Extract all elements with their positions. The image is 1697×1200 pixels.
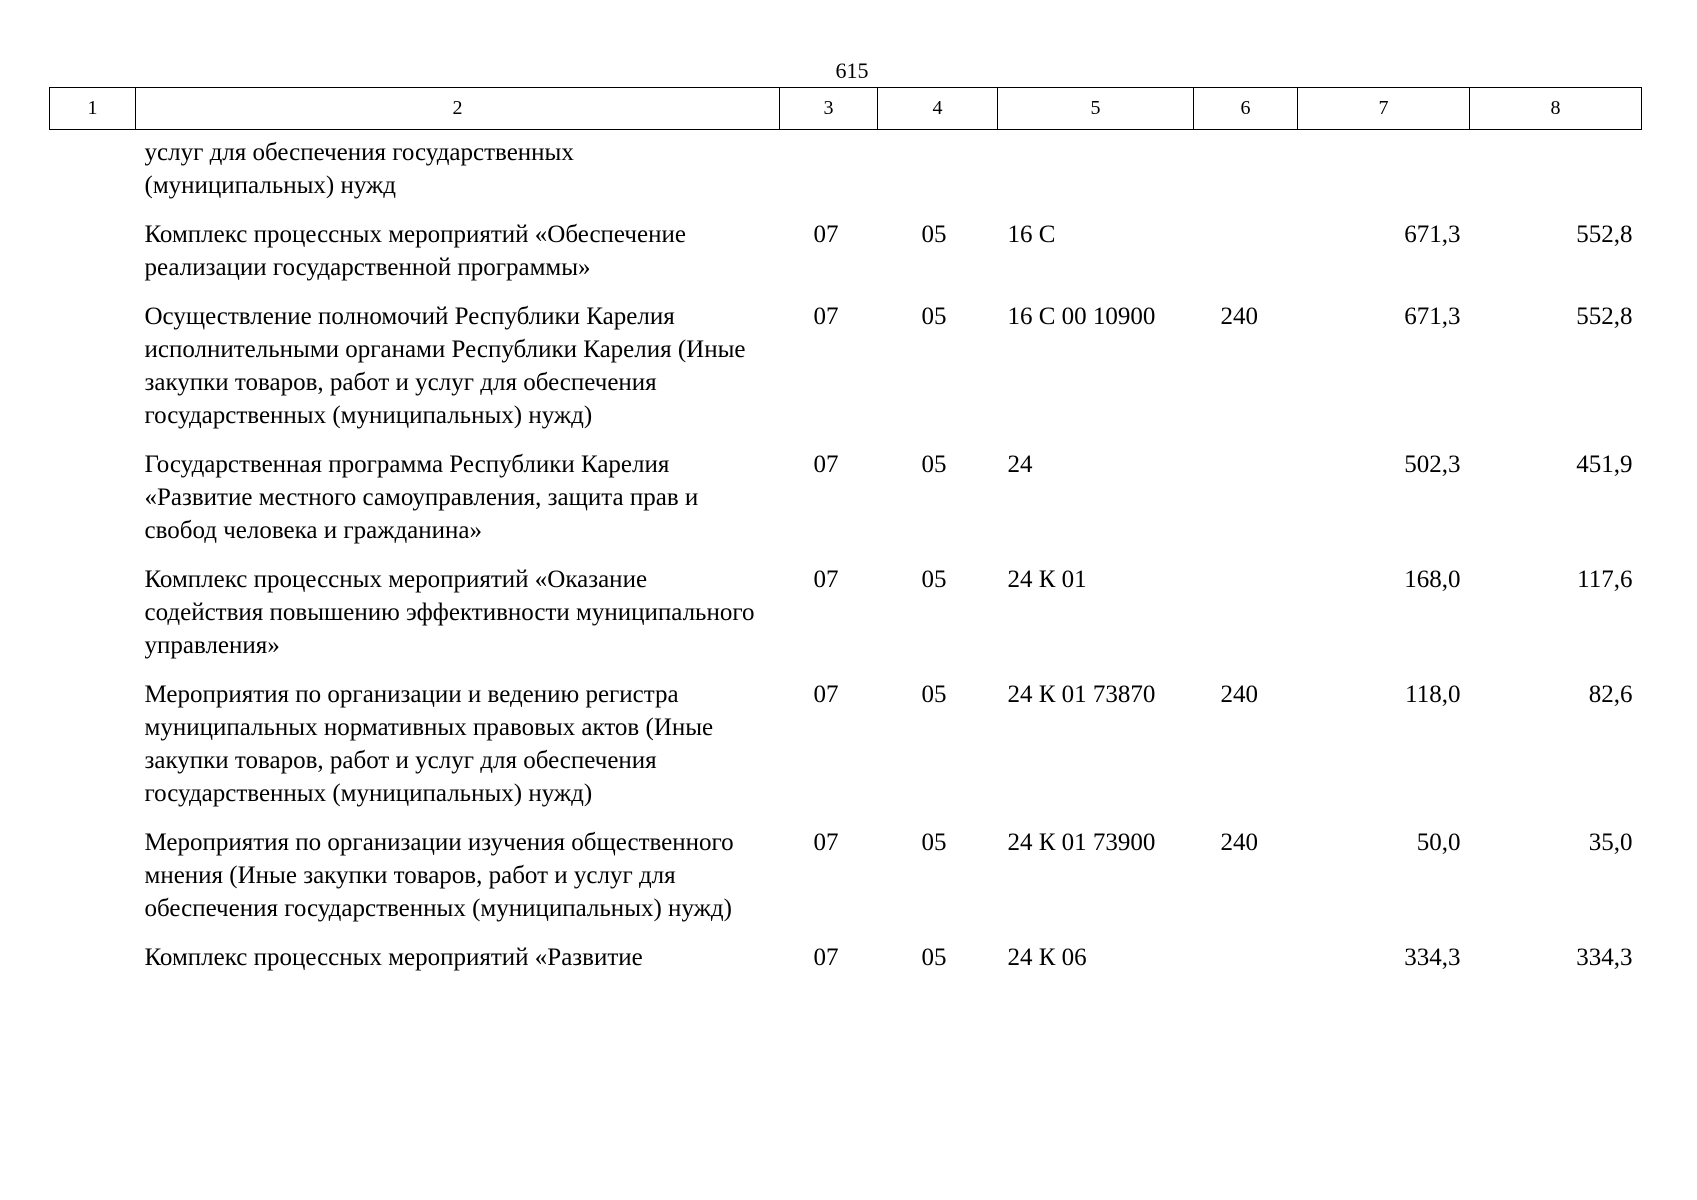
cell-section: 07 — [813, 221, 839, 248]
table-row — [50, 300, 1642, 448]
column-header-4: 4 — [878, 88, 998, 130]
cell-target-code — [998, 130, 1194, 219]
table-row — [50, 218, 1642, 300]
cell-target-code: 16 С — [1007, 221, 1056, 248]
cell-amount-7: 671,3 — [1404, 303, 1461, 330]
cell-amount-8: 334,3 — [1576, 944, 1633, 971]
cell-section: 07 — [813, 681, 839, 708]
cell-name: услуг для обеспечения государственных (муниципальных) нужд — [144, 139, 574, 199]
cell-target-code: 24 К 06 — [1007, 944, 1087, 971]
cell-subsection: 05 — [921, 451, 947, 478]
cell-amount-7 — [1298, 130, 1470, 219]
cell-amount-7: 168,0 — [1404, 566, 1461, 593]
cell-amount-7: 118,0 — [1405, 681, 1461, 708]
column-header-8: 8 — [1470, 88, 1642, 130]
cell-amount-8: 82,6 — [1588, 681, 1633, 708]
cell-name: Мероприятия по организации и ведению регистра муниципальных нормативных правовых актов (Иные закупки товаров, работ и услуг для обеспечения государственных (муниципальных) нужд) — [144, 681, 714, 807]
cell-col1 — [50, 826, 136, 941]
page-number: 615 — [835, 58, 869, 83]
cell-name: Комплекс процессных мероприятий «Обеспечение реализации государственной программы» — [144, 221, 686, 281]
table-row — [50, 826, 1642, 941]
cell-section — [780, 130, 878, 219]
table-row — [50, 448, 1642, 563]
cell-amount-8: 117,6 — [1577, 566, 1633, 593]
cell-expense-type: 240 — [1220, 829, 1258, 856]
cell-amount-7: 50,0 — [1416, 829, 1461, 856]
column-header-6: 6 — [1194, 88, 1298, 130]
column-header-7: 7 — [1298, 88, 1470, 130]
cell-amount-7: 334,3 — [1404, 944, 1461, 971]
cell-expense-type: 240 — [1220, 681, 1258, 708]
column-header-5: 5 — [998, 88, 1194, 130]
table-row — [50, 941, 1642, 990]
cell-section: 07 — [813, 944, 839, 971]
cell-amount-8: 552,8 — [1576, 303, 1633, 330]
cell-target-code: 16 С 00 10900 — [1007, 303, 1156, 330]
cell-subsection: 05 — [921, 566, 947, 593]
cell-subsection: 05 — [921, 303, 947, 330]
cell-name: Мероприятия по организации изучения общественного мнения (Иные закупки товаров, работ и услуг для обеспечения государственных (муниципальных) нужд) — [144, 829, 734, 922]
cell-amount-8: 552,8 — [1576, 221, 1633, 248]
cell-subsection: 05 — [921, 681, 947, 708]
column-header-3: 3 — [780, 88, 878, 130]
cell-amount-7: 502,3 — [1404, 451, 1461, 478]
table-row — [50, 130, 1642, 219]
cell-amount-8: 451,9 — [1576, 451, 1633, 478]
cell-col1 — [50, 300, 136, 448]
cell-section: 07 — [813, 566, 839, 593]
table-row — [50, 563, 1642, 678]
cell-col1 — [50, 218, 136, 300]
cell-name: Комплекс процессных мероприятий «Оказание содействия повышению эффективности муниципального управления» — [144, 566, 755, 659]
cell-name: Комплекс процессных мероприятий «Развитие — [144, 944, 643, 971]
cell-section: 07 — [813, 451, 839, 478]
cell-name: Государственная программа Республики Карелия «Развитие местного самоуправления, защита прав и свобод человека и гражданина» — [144, 451, 699, 544]
cell-expense-type — [1194, 218, 1298, 300]
cell-col1 — [50, 563, 136, 678]
column-header-2: 2 — [136, 88, 780, 130]
table-row — [50, 678, 1642, 826]
cell-amount-8 — [1470, 130, 1642, 219]
cell-target-code: 24 К 01 73870 — [1007, 681, 1156, 708]
cell-amount-7: 671,3 — [1404, 221, 1461, 248]
cell-col1 — [50, 941, 136, 990]
column-header-1: 1 — [50, 88, 136, 130]
table-header-row — [50, 88, 1642, 130]
cell-expense-type — [1194, 130, 1298, 219]
cell-expense-type — [1194, 941, 1298, 990]
cell-section: 07 — [813, 303, 839, 330]
cell-section: 07 — [813, 829, 839, 856]
cell-expense-type: 240 — [1220, 303, 1258, 330]
cell-col1 — [50, 130, 136, 219]
cell-expense-type — [1194, 563, 1298, 678]
cell-col1 — [50, 678, 136, 826]
cell-expense-type — [1194, 448, 1298, 563]
cell-subsection: 05 — [921, 829, 947, 856]
cell-target-code: 24 К 01 73900 — [1007, 829, 1156, 856]
cell-target-code: 24 — [1007, 451, 1033, 478]
cell-subsection: 05 — [921, 221, 947, 248]
cell-target-code: 24 К 01 — [1007, 566, 1087, 593]
cell-subsection: 05 — [921, 944, 947, 971]
cell-amount-8: 35,0 — [1588, 829, 1633, 856]
cell-name: Осуществление полномочий Республики Карелия исполнительными органами Республики Карелия (Иные закупки товаров, работ и услуг для обеспечения государственных (муниципальных) нужд) — [144, 303, 746, 429]
cell-subsection — [878, 130, 998, 219]
cell-col1 — [50, 448, 136, 563]
budget-table — [49, 87, 1642, 990]
